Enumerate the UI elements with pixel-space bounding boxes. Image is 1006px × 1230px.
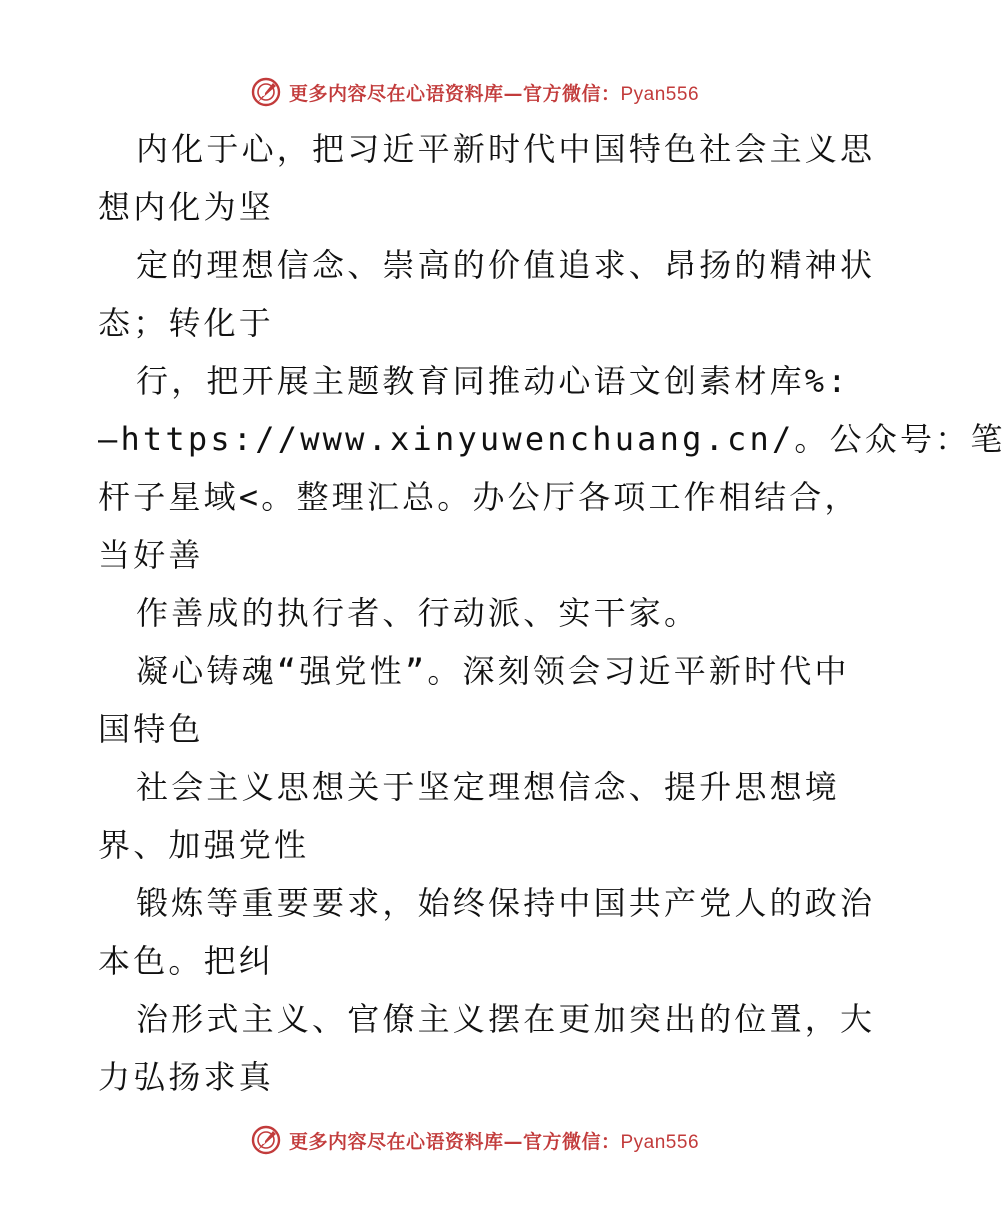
header-separator: — [503,82,523,105]
body-line: 国特色 [98,710,204,748]
body-line: 想内化为坚 [98,188,275,226]
footer-wechat-label: 官方微信： [522,1130,621,1153]
body-line: 定的理想信念、崇高的价值追求、昂扬的精神状 [136,246,876,284]
body-line: 力弘扬求真 [98,1058,275,1096]
body-line: 本色。把纠 [98,942,275,980]
footer-wechat-id: Pyan556 [620,1131,700,1153]
body-line: 锻炼等重要要求，始终保持中国共产党人的政治 [136,884,876,922]
body-line: 行，把开展主题教育同推动心语文创素材库%: [136,362,850,400]
body-line: —https://www.xinyuwenchuang.cn/。公众号：笔 [98,420,1006,458]
header-site-text: 更多内容尽在心语资料库 [288,82,504,105]
document-body [98,120,1006,1106]
body-line: 凝心铸魂“强党性”。深刻领会习近平新时代中 [136,652,850,690]
header-wechat-id: Pyan556 [620,83,700,105]
body-line: 态；转化于 [98,304,275,342]
body-line: 当好善 [98,536,204,574]
footer-watermark [0,1120,950,1160]
body-line: 杆子星域<。整理汇总。办公厅各项工作相结合， [98,478,860,516]
body-line: 界、加强党性 [98,826,310,864]
quill-logo-icon [251,1125,281,1155]
header-watermark [0,72,950,112]
body-line: 治形式主义、官僚主义摆在更加突出的位置，大 [136,1000,876,1038]
footer-site-text: 更多内容尽在心语资料库 [288,1130,504,1153]
quill-logo-icon [251,77,281,107]
body-line: 内化于心，把习近平新时代中国特色社会主义思 [136,130,876,168]
header-wechat-label: 官方微信： [522,82,621,105]
footer-separator: — [503,1130,523,1153]
body-line: 社会主义思想关于坚定理想信念、提升思想境 [136,768,841,806]
body-line: 作善成的执行者、行动派、实干家。 [136,594,700,632]
